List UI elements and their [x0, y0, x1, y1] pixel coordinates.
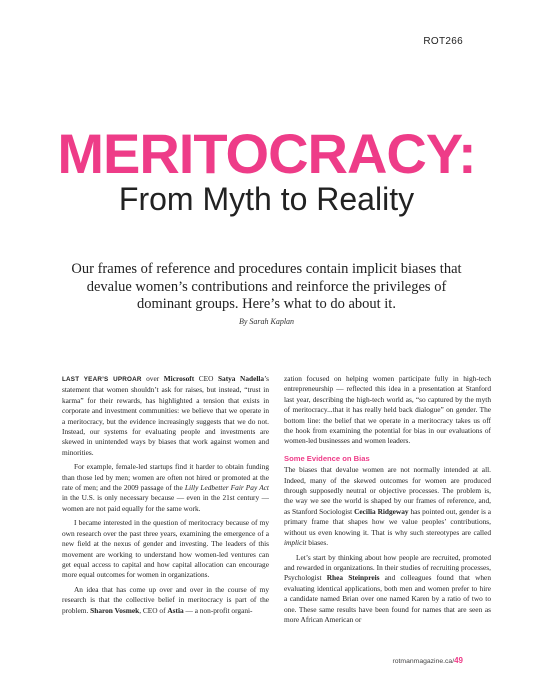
paragraph: I became interested in the question of meritocracy because of my own research over the past three years, examining the emergence of a new field at the nexus of gender and investing. The leaders of this movement are working to understand how women-led ventures can get equal access to capital and how capital allocation can encourage more equal outcomes for women in organizations.: [62, 518, 269, 580]
person-name: Rhea Steinpreis: [326, 573, 380, 583]
text-run: Let’s start by thinking about how people are recruited, promoted and rewarded in organizations. In their studies of recruiting processes, Psychologist: [284, 552, 491, 583]
paragraph: [62, 374, 269, 458]
article-deck: Our frames of reference and procedures contain implicit biases that devalue women’s contributions and reinforce the privileges of dominant groups. Here’s what to do about it.: [71, 261, 462, 312]
company-name: Microsoft: [163, 374, 195, 383]
text-run: The biases that devalue women are not normally intended at all. Indeed, many of the skewed outcomes for women are produced through supposedly neutral or objective processes. The problem is, the way we see the world is shaped by our frames of reference, and, as Stanford Sociologist: [284, 465, 491, 516]
text-run: biases.: [306, 538, 329, 548]
article-code: ROT266: [423, 36, 463, 47]
paragraph: zation focused on helping women participate fully in high-tech entrepreneurship — reflected this idea in a presentation at Stanford last year, describing the high-tech world as, “so captured by the myth of meritocracy...that it has really held back dialogue” on gender. The bottom line: the belief that we operate in a meritocracy takes us off the hook from examining the potential for bias in our evaluations of women-led businesses and women leaders.: [284, 374, 491, 446]
text-run: implicit: [284, 538, 307, 548]
site-url[interactable]: rotmanmagazine.ca/: [392, 658, 455, 665]
text-run: ’s statement that women shouldn’t ask for raises, but instead, “trust in karma” for their rewards, has highlighted a tension that exists in corporate and investment communities: we believe that we operate in a meritocracy, but the evidence increasingly suggests that we do not. Instead, our systems for evaluating people and investments are skewed in unintended ways by biases that work against women and minorities.: [62, 374, 269, 457]
section-heading: Some Evidence on Bias: [284, 453, 370, 463]
page-number: 49: [454, 656, 463, 665]
body-column-right: [284, 374, 491, 625]
text-run: — a non-profit organi-: [183, 605, 253, 615]
text-run: and colleagues found that when evaluating identical applications, both men and women prefer to hire a candidate named Brian over one named Karen by a ratio of two to one. These same results have been found for names that are seen as more African American or: [284, 573, 491, 624]
text-run: has pointed out, gender is a primary frame that shapes how we value peoples’ contributions, without us even knowing it. That is why such stereotypes are called: [284, 506, 491, 537]
lead-in: LAST YEAR’S UPROAR: [62, 376, 142, 383]
paragraph: [284, 553, 491, 626]
person-name: Cecilia Ridgeway: [354, 506, 409, 516]
text-run: For example, female-led startups find it harder to obtain funding than those led by men; women are often not hired or promoted at the rate of men; and the 2009 passage of the: [62, 462, 269, 493]
page-footer: [393, 656, 464, 665]
body-column-left: [62, 374, 269, 616]
text-run: , CEO of: [139, 605, 168, 615]
text-run: An idea that has come up over and over in the course of my research is that the collective belief in meritocracy is part of the problem.: [62, 584, 269, 615]
text-run: over: [141, 374, 164, 383]
paragraph: [284, 465, 491, 548]
byline: By Sarah Kaplan: [238, 317, 295, 326]
text-run: in the U.S. is only necessary because — even in the 21st century — women are not paid equally for the same work.: [62, 493, 269, 513]
company-name: Astia: [167, 605, 184, 615]
paragraph: [62, 462, 269, 514]
text-run: CEO: [194, 374, 218, 383]
article-subtitle: From Myth to Reality: [118, 181, 415, 217]
article-title: MERITOCRACY:: [57, 122, 476, 185]
person-name: Sharon Vosmek: [90, 605, 140, 615]
act-title: Lilly Ledbetter Fair Pay Act: [184, 483, 269, 493]
paragraph: [62, 585, 269, 616]
person-name: Satya Nadella: [217, 374, 265, 383]
